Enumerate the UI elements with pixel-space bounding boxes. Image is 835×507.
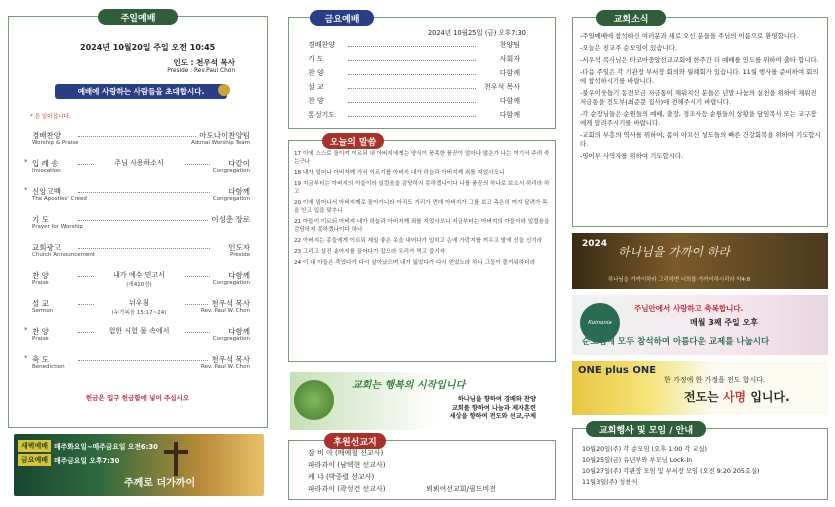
order-leader-en: Congregation [212,336,250,342]
verse-text: 18 내가 일어나 아버지께 가서 이르기를 아버지 내가 하늘과 아버지께 죄를 지었사오니 [294,170,505,176]
koinonia-text: Koinonia [588,320,612,326]
support-row [308,448,548,460]
support-list [308,448,548,496]
leader-dots [348,88,476,89]
oneplusone-line2-a: 전도는 [684,390,723,404]
order-row [24,158,250,186]
leader-dots [78,360,210,361]
verse-text: 17 이에 스스로 돌이켜 이르되 내 아버지에게는 양식이 풍족한 품꾼이 얼마나 많은가 나는 여기서 주려 죽는구나 [294,151,550,165]
order-label: 찬 양 [32,271,49,280]
events-list [582,444,822,488]
order-leader-en: Adonai Worship Team [190,140,250,146]
event-item: 10월25일(금) 유년부와 부모님 Lock-In [582,457,693,464]
friday-row [308,82,520,94]
order-leader: 다함께 [228,327,250,336]
friday-row [308,110,520,122]
oneplusone-line1: 한 가정에 한 가정을 전도 합시다. [664,376,766,384]
news-list [580,32,822,164]
leader-dots [348,74,476,75]
order-row [24,326,250,354]
year-banner [572,233,828,289]
news-item: -영어부 사역자를 위하여 기도합시다. [580,152,684,160]
stand-marker: * [24,186,28,194]
order-label: 교회광고 [32,243,61,252]
order-label-en: Church Announcement [32,252,96,258]
friday-item: 찬 양 [308,69,324,77]
support-item: 파라과이 (남택현 선교사) [308,461,386,469]
order-row [30,270,250,298]
order-label-en: The Apostles' Creed [32,196,87,202]
events-header: 교회행사 및 모임 / 안내 [586,421,706,437]
oneplusone-line2 [684,388,790,405]
order-leader-en: Congregation [212,168,250,174]
order-row [30,298,250,326]
verse-text: 22 아버지는 종들에게 이르되 제일 좋은 옷을 내어다가 입히고 손에 가락지를 끼우고 발에 신을 신기라 [294,238,543,244]
news-item: -각 순장님들은 순원들의 예배, 출장, 경조사등 순원들의 상황을 담임목사 또는 교구장 에게 알려주시기를 바랍니다. [580,110,817,127]
order-row [24,186,250,214]
leader-dots [78,192,210,193]
order-leader-en: Rev. Paul W. Chon [201,308,250,314]
verse-text: 23 그리고 살진 송아지를 끌어다가 잡으라 우리가 먹고 즐기자 [294,249,446,255]
friday-item: 통성기도 [308,111,336,119]
friday-row [308,54,520,66]
friday-datetime: 2024년 10월25일 (금) 오후7:30 [427,29,526,37]
order-title: 험한 시험 물 속에서 [94,326,184,336]
friday-leader: 사회자 [499,55,520,63]
leader-dots [348,102,476,103]
order-leader: 천우석 목사 [211,355,250,364]
year-text: 2024 [582,239,608,249]
event-item: 11월3일(주) 성찬식 [582,479,638,486]
verse-text: 21 아들이 이르되 아버지 내가 하늘과 아버지께 죄를 지었사오니 지금부터는 아버지의 아들이라 일컬음을 감당하지 못하겠나이다 하나 [294,219,550,233]
friday-item: 경배찬양 [308,41,336,49]
leader-dots [348,60,476,61]
order-leader-en: Congregation [212,196,250,202]
fellowship-line2: 매월 3째 주일 오후 [690,318,759,327]
leader-dots [78,136,210,137]
column-sunday [0,0,275,507]
flower-icon [218,84,230,96]
order-leader-en: Rev. Paul W. Chon [201,364,250,370]
sunday-header: 주일예배 [98,9,178,25]
friday-item: 찬 양 [308,97,324,105]
order-row [30,214,250,242]
cross-icon [174,442,178,476]
support-header: 후원선교지 [324,433,386,449]
order-row [30,242,250,270]
support-item: 케 냐 (박중렬 선교사) [308,473,375,481]
event-item: 10월20일(주) 각 순모임 (오후 1:00 각 교실) [582,446,707,453]
year-title: 하나님을 가까이 하라 [618,245,730,259]
year-verse: 하나님을 가까이하라 그리하면 너희를 가까이하시리라 약4:8 [608,277,751,283]
friday-leader: 천우석 목사 [483,83,520,91]
fellowship-banner [572,295,828,355]
leaf-icon [294,380,334,420]
order-label: 경배찬양 [32,131,61,140]
friday-leader: 찬양팀 [499,41,520,49]
sunday-preside: 인도 : 천우석 목사 [173,58,235,67]
order-label-en: Praise [32,336,49,342]
news-item: -다음 주일은 각 기관장 부서장 회의와 월례회가 있습니다. 11월 행사를 준비하여 회의에 참석하시기를 바랍니다. [580,68,819,85]
order-label-en: Worship & Praise [32,140,79,146]
worship-order [24,130,250,380]
order-title: 내가 예수 믿고서 [94,270,184,280]
invite-banner [55,84,227,99]
stand-note: * 은 일어섭니다. [30,114,71,120]
church-banner-line: 세상을 향하여 전도와 선교,구제 [449,413,536,420]
invite-text: 예배에 사랑하는 사람들을 초대합시다. [77,87,205,96]
church-banner-line: 교회를 향하여 나눔과 제자훈련 [451,404,536,412]
order-label: 기 도 [32,215,49,224]
verse-text: 20 이에 일어나서 아버지께로 돌아가니라 아직도 거리가 먼데 아버지가 그를 보고 측은히 여겨 달려가 목을 안고 입을 맞추니 [294,200,548,214]
leader-dots [78,220,210,221]
sunday-datetime: 2024년 10월20일 주일 오전 10:45 [80,43,216,52]
column-news [566,0,835,507]
fellowship-line1: 주님안에서 사랑하고 축복합니다. [634,304,744,313]
verse-text: 24 이 내 아들은 죽었다가 다시 살아났으며 내가 잃었다가 다시 얻었노라 하니 그들이 즐거워하더라 [294,260,535,266]
oneplusone-line2-c: 입니다. [746,390,790,404]
service-times-banner [14,434,264,496]
church-banner-line: 하나님을 향하여 경배와 찬양 [457,396,536,403]
friday-item: 기 도 [308,55,324,63]
order-leader: 다함께 [228,187,250,196]
order-title: 뉘우침 [94,298,184,308]
friday-leader: 다함께 [499,111,520,119]
order-label: 찬 양 [32,327,49,336]
order-label: 입 례 송 [32,159,59,168]
stand-marker: * [24,326,28,334]
stand-marker: * [24,158,28,166]
dawn-time: 매주화요일~매주금요일 오전6:30 [54,443,158,451]
order-leader: 천우석 목사 [211,299,250,308]
news-item: -서우석 목사님은 타코마중앙선교교회에 한주간 더 예배를 인도를 위하여 출타 합니다. [580,56,819,64]
oneplusone-title: ONE plus ONE [578,365,657,376]
oneplusone-line2-b: 사명 [722,390,747,404]
friday-time: 매주금요일 오후7:30 [54,457,120,465]
cross-icon-bar [164,450,188,454]
order-leader: 아도나이찬양팀 [199,131,250,140]
order-leader: 다함께 [228,271,250,280]
news-item: -불우이웃돕기 동전모금 저금통이 채워지신 분들은 년말 나눔의 실천을 위하여 채워진 저금통을 전도부(최준문 집사)에 전해주시기 바랍니다. [580,89,817,106]
order-leader-en: Preside [229,252,250,258]
stand-marker: * [24,354,28,362]
news-item: -주일예배에 참석하신 여러분과 새로 오신 분들을 주님의 이름으로 환영합니다. [580,32,799,40]
friday-item: 설 교 [308,83,324,91]
order-leader: 다같이 [228,159,250,168]
friday-label: 금요예배 [18,454,51,466]
leader-dots [348,46,476,47]
support-group: 뵈뵈여선교회/필드비전 [426,485,496,493]
order-subtitle: (새410장) [126,282,152,288]
leader-dots [348,116,476,117]
order-label: 축 도 [32,355,49,364]
order-leader-en: Congregation [212,280,250,286]
news-header: 교회소식 [596,10,666,26]
order-leader: 이성춘 장로 [211,215,250,224]
sunday-preside-en: Preside : Rev.Paul Chon [167,68,235,74]
friday-row [308,40,520,52]
tagline: 주께로 더가까이 [124,478,196,489]
support-item: 파라과이 (곽성건 선교사) [308,485,386,493]
church-banner [290,372,558,430]
leader-dots [78,248,210,249]
order-label-en: Invocation [32,168,61,174]
order-label: 신앙고백 [32,187,61,196]
order-title: 주님 사용하소서 [94,158,184,168]
order-row [24,354,250,382]
friday-leader: 다함께 [499,97,520,105]
order-row [30,130,250,158]
church-banner-lines [449,396,536,422]
order-subtitle: (누가복음 15:17~24) [111,310,167,316]
support-row [308,460,548,472]
order-label-en: Prayer for Worship [32,224,83,230]
support-item: 잠 비 아 (배예철 선교사) [308,449,384,457]
offering-note: 헌금은 입구 헌금함에 넣어 주십시오 [85,394,190,402]
church-banner-title: 교회는 행복의 시작입니다 [352,380,466,391]
friday-leader: 다함께 [499,69,520,77]
friday-header: 금요예배 [310,10,374,26]
event-item: 10월27일(주) 각관장 모임 및 부서장 모임 (오전 9:20 205호실) [582,468,760,475]
verse-text: 19 지금부터는 아버지의 아들이라 일컬음을 감당하지 못하겠나이다 나를 품꾼의 하나로 보소서 하리라 하고 [294,181,550,195]
verse-list [294,150,550,270]
order-label: 설 교 [32,299,49,308]
oneplusone-banner [572,361,828,415]
friday-row [308,96,520,108]
fellowship-line3: 순모임에 모두 참석하여 아름다운 교제를 나눕시다 [582,337,770,347]
news-item: -교회의 부흥의 역사를 위하여, 몸이 아프신 성도들의 빠른 건강회복을 위하여 기도합시다. [580,131,821,148]
order-label-en: Praise [32,280,49,286]
support-row [308,472,548,484]
friday-row [308,68,520,80]
support-row [308,484,548,496]
dawn-label: 새벽예배 [18,440,51,452]
column-friday [282,0,562,507]
word-header: 오늘의 말씀 [322,133,384,149]
order-leader: 인도자 [228,243,250,252]
news-item: -오늘은 친교주 순모임이 있습니다. [580,44,677,52]
order-label-en: Sermon [32,308,54,314]
order-label-en: Benediction [32,364,65,370]
friday-order [308,40,520,125]
